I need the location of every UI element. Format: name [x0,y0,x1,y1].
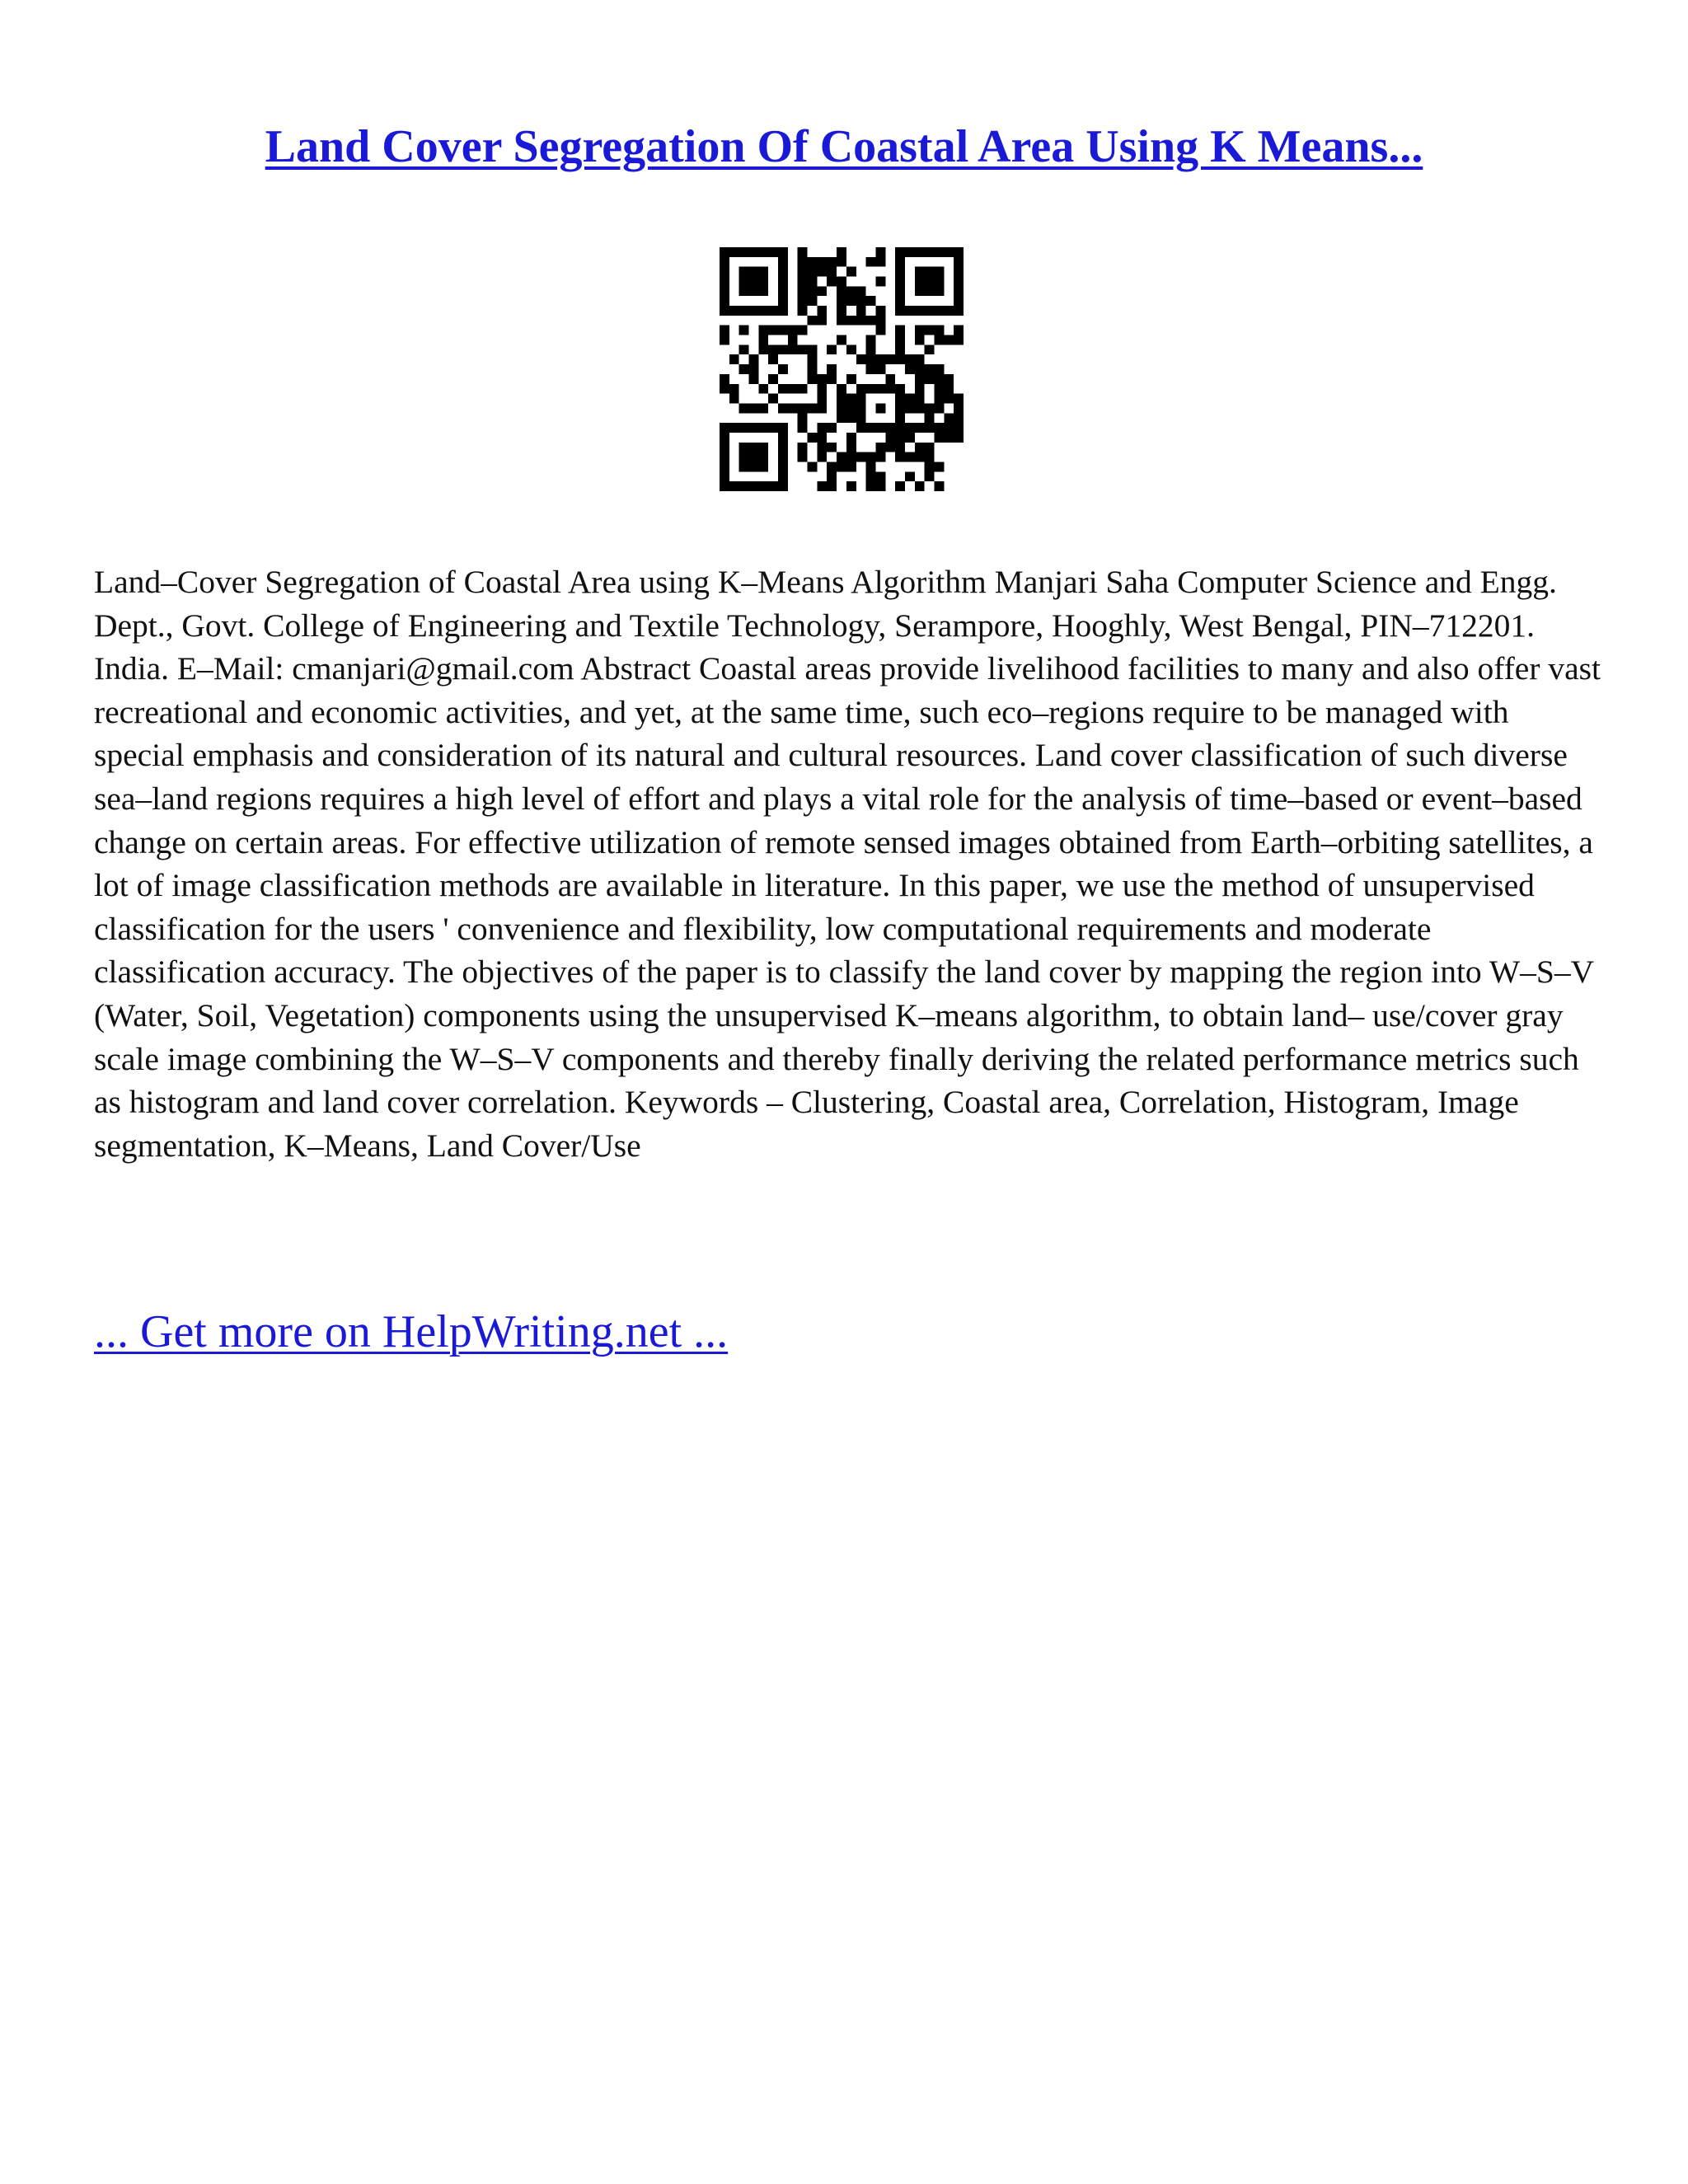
qr-code-icon [720,247,964,491]
get-more-link[interactable]: ... Get more on HelpWriting.net ... [94,1306,729,1357]
title-link[interactable]: Land Cover Segregation Of Coastal Area Using K Means... [265,121,1423,172]
abstract-text: Land–Cover Segregation of Coastal Area using K–Means Algorithm Manjari Saha Computer Science and Engg. Dept., Govt. College of Engineering and Textile Technology, Serampore, Hooghly, West Bengal, PIN–712201. India. E–Mail: cmanjari@gmail.com Abstract Coastal areas provide livelihood facilities to many and also offer vast recreational and economic activities, and yet, at the same time, such eco–regions require to be managed with special emphasis and consideration of its natural and cultural resources. Land cover classification of such diverse sea–land regions requires a high level of effort and plays a vital role for the analysis of time–based or event–based change on certain areas. For effective utilization of remote sensed images obtained from Earth–orbiting satellites, a lot of image classification methods are available in literature. In this paper, we use the method of unsupervised classification for the users ' convenience and flexibility, low computational requirements and moderate classification accuracy. The objectives of the paper is to classify the land cover by mapping the region into W–S–V (Water, Soil, Vegetation) components using the unsupervised K–means algorithm, to obtain land– use/cover gray scale image combining the W–S–V components and thereby finally deriving the related performance metrics such as histogram and land cover correlation. Keywords – Clustering, Coastal area, Correlation, Histogram, Image segmentation, K–Means, Land Cover/Use [94,564,1601,1164]
page-title [0,114,1688,180]
get-more-paragraph [94,1301,728,1363]
